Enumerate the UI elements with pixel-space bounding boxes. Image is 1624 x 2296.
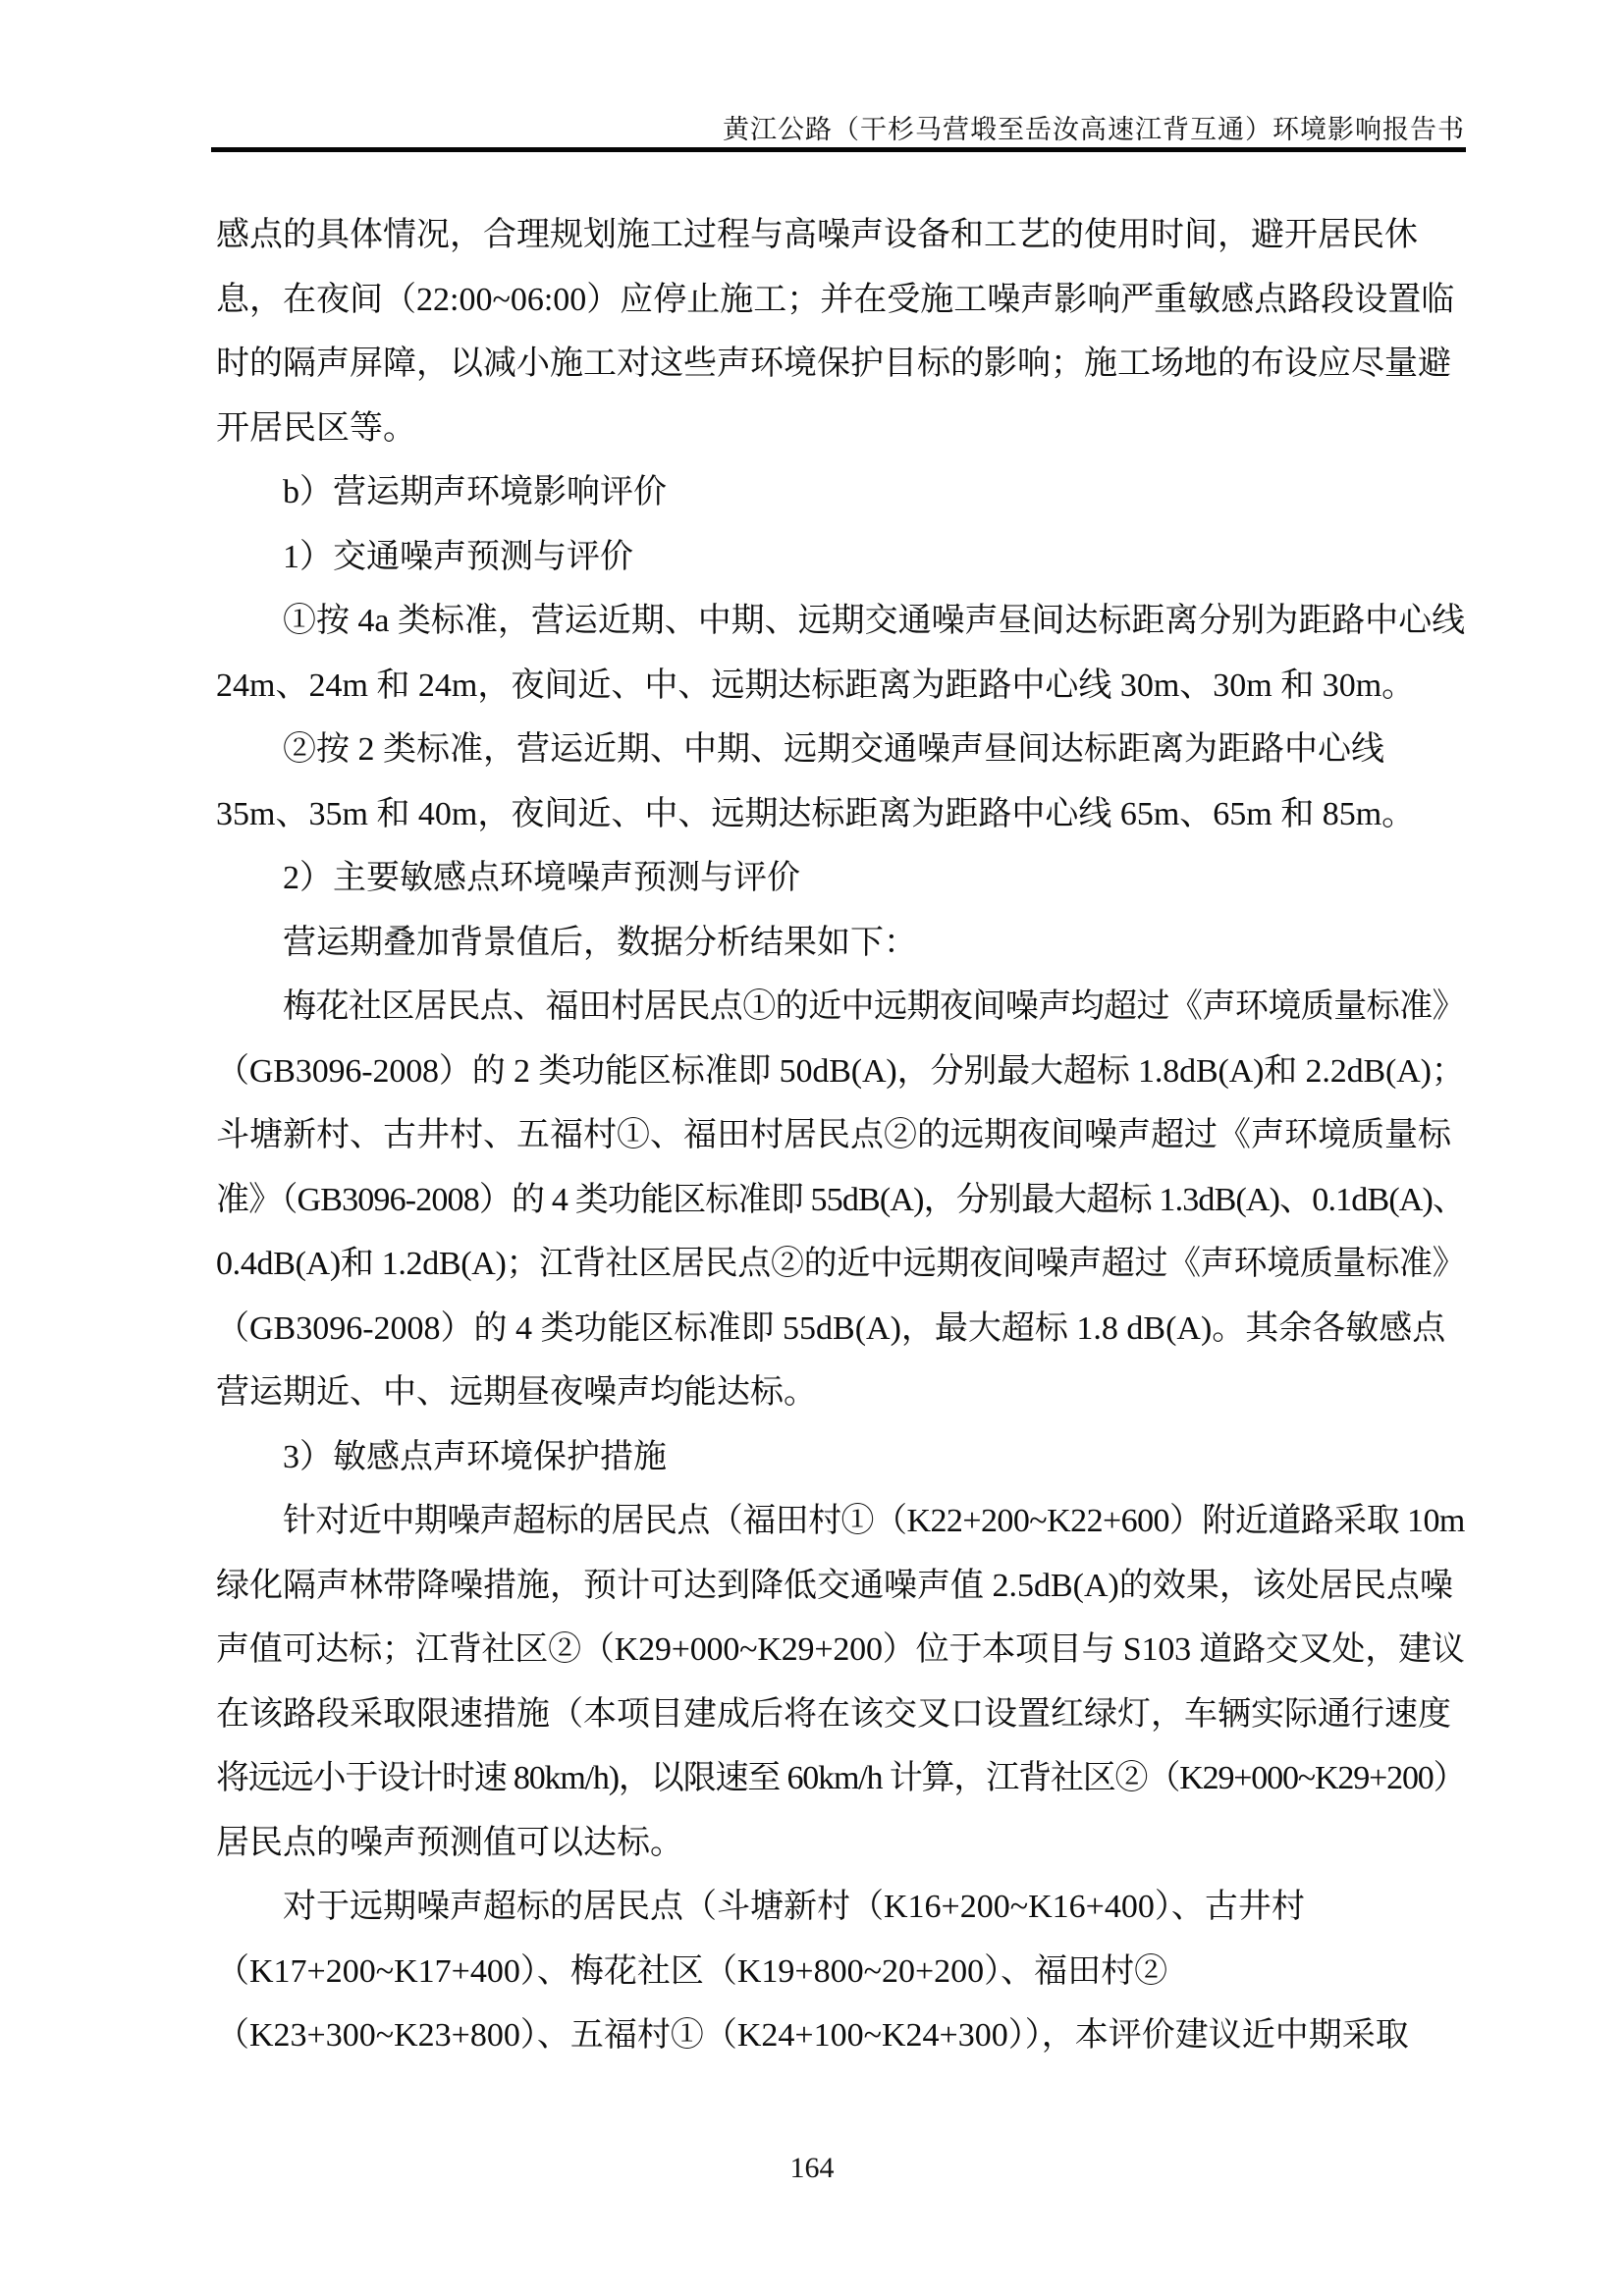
text-line: ②按 2 类标准，营运近期、中期、远期交通噪声昼间达标距离为距路中心线 [283, 731, 1384, 768]
text-line: 斗塘新村、古井村、五福村①、福田村居民点②的远期夜间噪声超过《声环境质量标 [216, 1117, 1451, 1153]
text-line: 2）主要敏感点环境噪声预测与评价 [283, 860, 800, 896]
page-number: 164 [789, 2152, 835, 2184]
text-line: （K23+300~K23+800）、五福村①（K24+100~K24+300）），本评价建议近中期采取 [216, 2017, 1409, 2054]
text-line: 在该路段采取限速措施（本项目建成后将在该交叉口设置红绿灯，车辆实际通行速度 [216, 1695, 1451, 1733]
text-line: 开居民区等。 [216, 409, 416, 447]
text-line: 息，在夜间（22:00~06:00）应停止施工；并在受施工噪声影响严重敏感点路段设置临 [216, 281, 1455, 318]
page-footer [0, 2152, 1624, 2185]
text-line: 对于远期噪声超标的居民点（斗塘新村（K16+200~K16+400）、古井村 [283, 1889, 1305, 1925]
text-line: 绿化隔声林带降噪措施，预计可达到降低交通噪声值 2.5dB(A)的效果，该处居民点噪 [216, 1567, 1453, 1604]
text-line: （GB3096-2008）的 4 类功能区标准即 55dB(A)，最大超标 1.8 dB(A)。其余各敏感点 [216, 1309, 1446, 1347]
text-line: 3）敏感点声环境保护措施 [283, 1438, 667, 1475]
text-line: 营运期近、中、远期昼夜噪声均能达标。 [216, 1374, 817, 1411]
text-line: 时的隔声屏障，以减小施工对这些声环境保护目标的影响；施工场地的布设应尽量避 [216, 346, 1451, 382]
text-line: 35m、35m 和 40m，夜间近、中、远期达标距离为距路中心线 65m、65m 和 85m。 [216, 795, 1416, 832]
text-line: 1）交通噪声预测与评价 [283, 538, 633, 575]
text-line: ①按 4a 类标准，营运近期、中期、远期交通噪声昼间达标距离分别为距路中心线 [283, 603, 1466, 639]
text-line: 针对近中期噪声超标的居民点（福田村①（K22+200~K22+600）附近道路采取 10m [283, 1503, 1465, 1539]
text-line: 24m、24m 和 24m，夜间近、中、远期达标距离为距路中心线 30m、30m 和 30m。 [216, 667, 1416, 704]
text-line: 将远远小于设计时速 80km/h)，以限速至 60km/h 计算，江背社区②（K29+000~K29+200） [216, 1760, 1466, 1796]
text-line: 居民点的噪声预测值可以达标。 [216, 1824, 683, 1861]
document-body [216, 203, 1465, 2068]
text-line: （GB3096-2008）的 2 类功能区标准即 50dB(A)，分别最大超标 1.8dB(A)和 2.2dB(A)； [216, 1052, 1465, 1090]
text-line: 0.4dB(A)和 1.2dB(A)；江背社区居民点②的近中远期夜间噪声超过《声环境质量标准》 [216, 1246, 1466, 1282]
text-line: 梅花社区居民点、福田村居民点①的近中远期夜间噪声均超过《声环境质量标准》 [283, 988, 1465, 1025]
header-rule [211, 147, 1466, 152]
header-title: 黄江公路（干杉马营塅至岳汝高速江背互通）环境影响报告书 [723, 115, 1465, 144]
text-line: 准》（GB3096-2008）的 4 类功能区标准即 55dB(A)，分别最大超标 1.3dB(A)、0.1dB(A)、 [216, 1181, 1466, 1218]
text-line: （K17+200~K17+400）、梅花社区（K19+800~20+200）、福田村② [216, 1952, 1168, 1990]
text-line: 声值可达标；江背社区②（K29+000~K29+200）位于本项目与 S103 道路交叉处，建议 [216, 1631, 1465, 1668]
text-line: b）营运期声环境影响评价 [283, 474, 667, 510]
text-line: 营运期叠加背景值后，数据分析结果如下： [283, 924, 917, 961]
text-line: 感点的具体情况，合理规划施工过程与高噪声设备和工艺的使用时间，避开居民休 [216, 217, 1418, 253]
